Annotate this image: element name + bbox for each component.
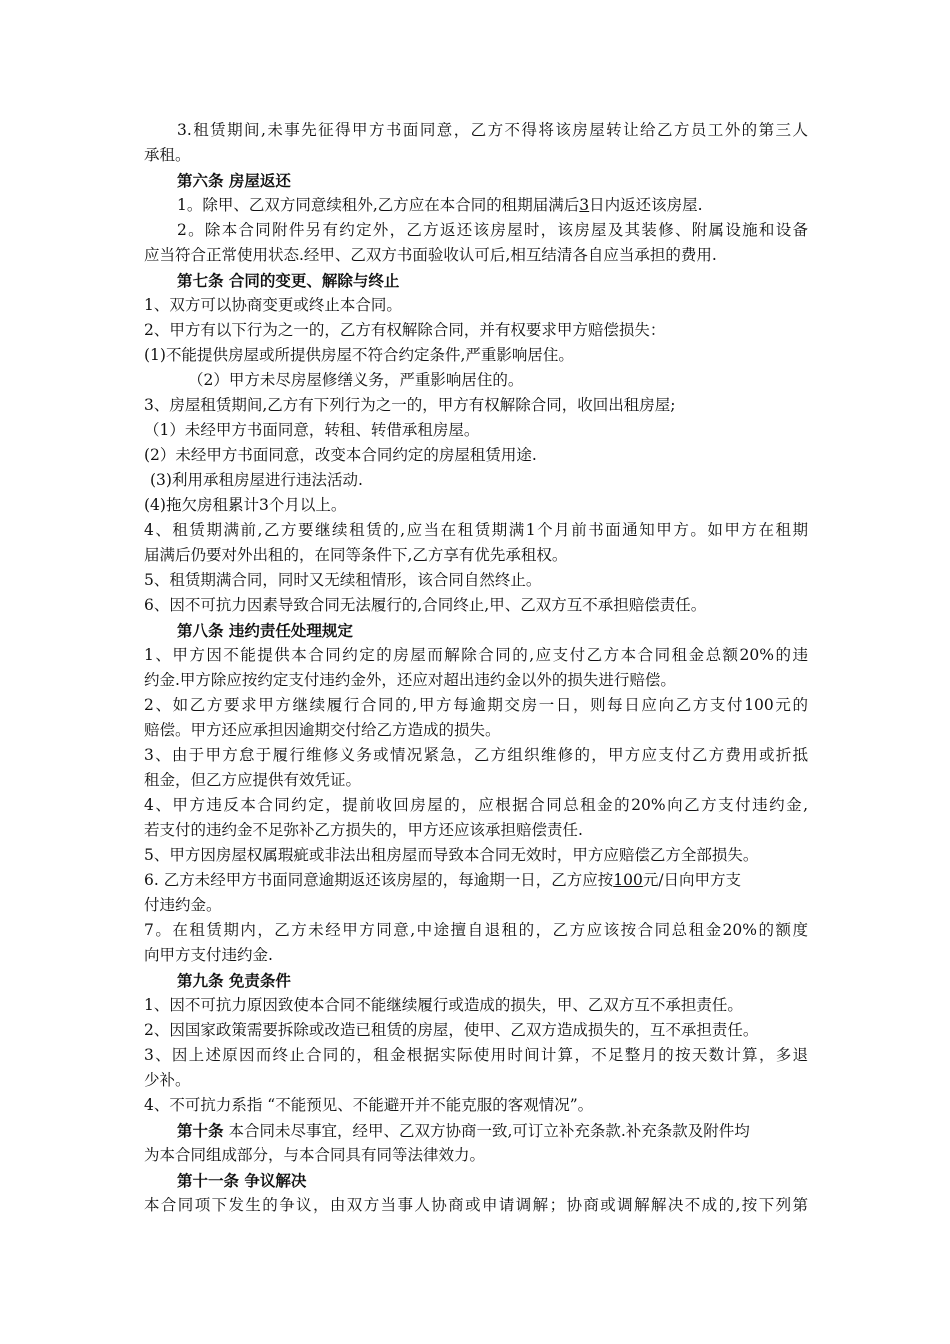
article8-item2-line2: 赔偿。甲方还应承担因逾期交付给乙方造成的损失。 [144, 721, 501, 739]
article7-item3-sub3: (3)利用承租房屋进行违法活动. [150, 471, 363, 489]
article7-item6: 6、因不可抗力因素导致合同无法履行的,合同终止,甲、乙双方互不承担赔偿责任。 [144, 596, 707, 614]
article7-item4-line2: 届满后仍要对外出租的，在同等条件下,乙方享有优先承租权。 [144, 546, 568, 564]
article8-item2-line1: 2、如乙方要求甲方继续履行合同的,甲方每逾期交房一日，则每日应向乙方支付100元的 [144, 696, 808, 714]
article8-item4-line1: 4、甲方违反本合同约定，提前收回房屋的，应根据合同总租金的20%向乙方支付违约金, [144, 796, 808, 814]
article9-heading: 第九条 免责条件 [177, 971, 291, 990]
article10-text-line1: 本合同未尽事宜，经甲、乙双方协商一致,可订立补充条款.补充条款及附件均 [223, 1122, 750, 1140]
article8-item7-line2: 向甲方支付违约金. [144, 946, 273, 964]
article8-item6-text-a: 6. 乙方未经甲方书面同意逾期返还该房屋的，每逾期一日，乙方应按 [144, 871, 614, 889]
article6-item2-line1: 2。除本合同附件另有约定外，乙方返还该房屋时，该房屋及其装修、附属设施和设备 [177, 221, 808, 239]
article8-item3-line1: 3、由于甲方怠于履行维修义务或情况紧急，乙方组织维修的，甲方应支付乙方费用或折抵 [144, 746, 808, 764]
article9-item3-line2: 少补。 [144, 1071, 191, 1089]
article10-line1 [144, 1118, 808, 1143]
article8-item1-line2: 约金.甲方除应按约定支付违约金外，还应对超出违约金以外的损失进行赔偿。 [144, 671, 676, 689]
article7-item5: 5、租赁期满合同，同时又无续租情形，该合同自然终止。 [144, 571, 542, 589]
article7-item1: 1、双方可以协商变更或终止本合同。 [144, 296, 402, 314]
return-days-value: 3 [579, 196, 590, 214]
article9-item3-line1: 3、因上述原因而终止合同的，租金根据实际使用时间计算，不足整月的按天数计算，多退 [144, 1046, 808, 1064]
article5-item3-line1: 3.租赁期间,未事先征得甲方书面同意，乙方不得将该房屋转让给乙方员工外的第三人 [177, 121, 808, 139]
article7-heading: 第七条 合同的变更、解除与终止 [177, 271, 400, 290]
article9-item2: 2、因国家政策需要拆除或改造已租赁的房屋，使甲、乙双方造成损失的，互不承担责任。 [144, 1021, 759, 1039]
article8-item6-line2: 付违约金。 [144, 896, 222, 914]
article7-item3-sub1: （1）未经甲方书面同意，转租、转借承租房屋。 [144, 421, 480, 439]
article7-item3-sub4: (4)拖欠房租累计3个月以上。 [144, 496, 347, 514]
article8-item1-line1: 1、甲方因不能提供本合同约定的房屋而解除合同的,应支付乙方本合同租金总额20%的违 [144, 646, 808, 664]
article7-item3-sub2: (2）未经甲方书面同意，改变本合同约定的房屋租赁用途. [144, 446, 537, 464]
article6-item2-line2: 应当符合正常使用状态.经甲、乙双方书面验收认可后,相互结清各自应当承担的费用. [144, 246, 717, 264]
article10-heading: 第十条 [177, 1121, 224, 1140]
article7-item4-line1: 4、租赁期满前,乙方要继续租赁的,应当在租赁期满1个月前书面通知甲方。如甲方在租期 [144, 521, 808, 539]
article9-item4: 4、不可抗力系指 “不能预见、不能避开并不能克服的客观情况”。 [144, 1096, 594, 1114]
article7-item2-sub1: (1)不能提供房屋或所提供房屋不符合约定条件,严重影响居住。 [144, 346, 574, 364]
article8-item6 [144, 868, 808, 893]
article8-item3-line2: 租金，但乙方应提供有效凭证。 [144, 771, 362, 789]
article7-item2-sub2: （2）甲方未尽房屋修缮义务，严重影响居住的。 [188, 371, 524, 389]
article6-item1-text-b: 日内返还该房屋. [589, 196, 703, 214]
article8-item6-text-b: 元/日向甲方支 [642, 871, 742, 889]
article8-item4-line2: 若支付的违约金不足弥补乙方损失的，甲方还应该承担赔偿责任. [144, 821, 583, 839]
article7-item2: 2、甲方有以下行为之一的，乙方有权解除合同，并有权要求甲方赔偿损失： [144, 321, 666, 339]
article6-item1 [144, 193, 808, 218]
article8-item7-line1: 7。在租赁期内，乙方未经甲方同意,中途擅自退租的，乙方应该按合同总租金20%的额度 [144, 921, 808, 939]
article8-heading: 第八条 违约责任处理规定 [177, 621, 353, 640]
contract-page [144, 118, 808, 1218]
article5-item3-line2: 承租。 [144, 146, 191, 164]
article11-heading: 第十一条 争议解决 [177, 1171, 307, 1190]
article8-item5: 5、甲方因房屋权属瑕疵或非法出租房屋而导致本合同无效时，甲方应赔偿乙方全部损失。 [144, 846, 759, 864]
article9-item1: 1、因不可抗力原因致使本合同不能继续履行或造成的损失，甲、乙双方互不承担责任。 [144, 996, 743, 1014]
article6-heading: 第六条 房屋返还 [177, 171, 291, 190]
article10-line2: 为本合同组成部分，与本合同具有同等法律效力。 [144, 1146, 486, 1164]
daily-penalty-amount: 100 [613, 871, 643, 889]
article11-line1: 本合同项下发生的争议，由双方当事人协商或申请调解；协商或调解解决不成的,按下列第 [144, 1196, 808, 1214]
article7-item3: 3、房屋租赁期间,乙方有下列行为之一的，甲方有权解除合同，收回出租房屋; [144, 396, 676, 414]
article6-item1-text-a: 1。除甲、乙双方同意续租外,乙方应在本合同的租期届满后 [177, 196, 580, 214]
